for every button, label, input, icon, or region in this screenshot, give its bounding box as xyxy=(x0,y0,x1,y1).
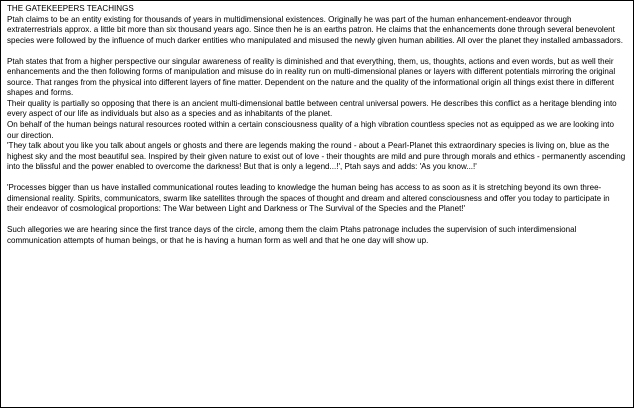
paragraph-resources: On behalf of the human beings natural resources rooted within a certain consciousness quality of a high vibration countless species not as equipped as we are looking into our direction. xyxy=(7,120,615,140)
document-title: THE GATEKEEPERS TEACHINGS xyxy=(7,4,134,13)
paragraph-gap xyxy=(7,173,627,184)
paragraph-gap xyxy=(7,46,627,57)
paragraph-processes-quote: 'Processes bigger than us have installed communicational routes leading to knowledge the human being has access to as soon as it is stretching beyond its own three-dimensional reality. Spirits, communicators, swarm like satellites through the spaces of thought and dream and altered consciousness and offer you today to participate in their endeavor of cosmological proportions: The War between Light and Darkness or The Survival of the Species and the Planet!' xyxy=(7,183,610,214)
paragraph-battle: Their quality is partially so opposing that there is an ancient multi-dimensional battle between central universal powers. He describes this conflict as a heritage blending into every aspect of our life as individuals but also as a species and as inhabitants of the planet. xyxy=(7,98,617,119)
paragraph-allegories: Such allegories we are hearing since the first trance days of the circle, among them the claim Ptahs patronage includes the supervision of such interdimensional communication attempts of human beings, or that he is having a human form as well and that he one day will show up. xyxy=(7,225,577,246)
paragraph-perspective: Ptah states that from a higher perspective our singular awareness of reality is diminished and that everything, them, us, thoughts, actions and even words, but as well their enhancements and the then following forms of manipulation and misuse do in reality run on multi-dimensional planes or layers with different potentials mirroring the original source. That ranges from the physical into different layers of fine matter. Dependent on the nature and the quality of the informational origin all things exist there in different shapes and forms. xyxy=(7,56,616,98)
paragraph-legend-quote: 'They talk about you like you talk about angels or ghosts and there are legends making the round - about a Pearl-Planet this extraordinary species is living on, blue as the highest sky and the most beautiful sea. Inspired by their given nature to exist out of love - their thoughts are mild and pure through morals and ethics - permanently ascending into the blissful and the power enabled to overcome the darkness! But that is only a legend...!', Ptah says and adds: 'As you know...!' xyxy=(7,141,626,172)
paragraph-gap xyxy=(7,215,627,226)
paragraph-origin: Ptah claims to be an entity existing for thousands of years in multidimensional existences. Originally he was part of the human enhancement-endeavor through extraterrestrials approx. a little bit more than six thousand years ago. Since then he is an earths patron. He claims that the enhancements done through several benevolent species were followed by the influence of much darker entities who manipulated and misused the newly given human abilities. All over the planet they installed ambassadors. xyxy=(7,14,623,45)
